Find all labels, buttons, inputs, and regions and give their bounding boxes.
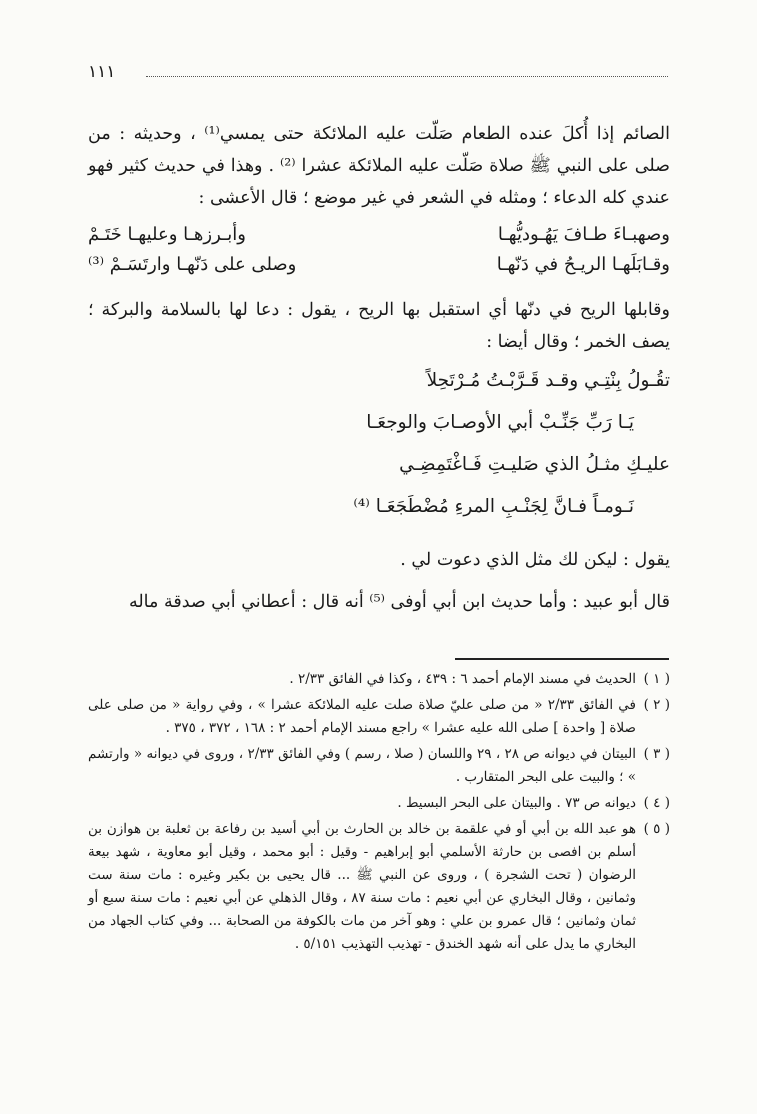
footnote-number: ( ٢ ) xyxy=(643,697,670,713)
verse-1 xyxy=(88,220,670,250)
poem-2-line-1: تقُـولُ بِنْتِـي وقـد قَـرَّبْـتُ مُـرْتَحِلاً xyxy=(426,370,670,391)
footnote-text: الحديث في مسند الإمام أحمد ٦ : ٤٣٩ ، وكذا في الفائق ٢/٣٣ . xyxy=(289,671,636,687)
verse-1-first-hemistich: وصهبـاءَ طـافَ يَهُـوديُّهـا xyxy=(497,224,670,245)
main-text xyxy=(88,118,670,618)
footnote-number: ( ٤ ) xyxy=(643,795,670,811)
footnote-3 xyxy=(88,743,670,789)
poem-2 xyxy=(88,360,670,528)
footnote-number: ( ٣ ) xyxy=(643,746,670,762)
footnote-text: البيتان في ديوانه ص ٢٨ ، ٢٩ واللسان ( صلا ، رسم ) وفي الفائق ٢/٣٣ ، وروى في ديوانه « وارتشم » ؛ والبيت على البحر المتقارب . xyxy=(88,746,636,785)
poem-2-line-2: يَـا رَبِّ جَنِّـبْ أبي الأوصـابَ والوجعَـا xyxy=(366,412,634,433)
paragraph-3: يقول : ليكن لك مثل الذي دعوت لي . xyxy=(400,550,670,570)
paragraph-1: الصائم إذا أُكلَ عنده الطعام صَلّت عليه الملائكة حتى يمسي⁽¹⁾ ، وحديثه : من صلى على النبي ﷺ صلاة صَلّت عليه الملائكة عشرا ⁽²⁾ . وهذا في حديث كثير فهو عندي كله الدعاء ؛ ومثله في الشعر في غير موضع ؛ قال الأعشى : xyxy=(88,124,670,208)
footnote-4 xyxy=(88,792,670,815)
verse-2 xyxy=(88,250,670,280)
footnote-5 xyxy=(88,818,670,956)
footnote-separator xyxy=(455,658,669,660)
footnote-text: ديوانه ص ٧٣ . والبيتان على البحر البسيط . xyxy=(397,795,636,811)
poem-al-asha xyxy=(88,220,670,280)
footnote-text: هو عبد الله بن أبي أو في علقمة بن خالد بن الحارث بن أبي أسيد بن رفاعة بن ثعلبة بن هوازن بن أسلم بن افصى بن حارثة الأسلمي أبو إبراهيم - وقيل : أبو محمد ، وقيل أبو معاوية ، شهد بيعة الرضوان ( تحت الشجرة ) ، وروى عن النبي ﷺ ... قال يحيى بن بكير وغيره : مات سنة ست وثمانين ، وقال البخاري عن أبي نعيم : مات سنة ٨٧ ، وقال الذهلي عن أبي نعيم : مات سنة سبع أو ثمان وثمانين ؛ قال عمرو بن علي : وهو آخر من مات بالكوفة من الصحابة ... وفي كتاب الجهاد من البخاري ما يدل على أنه شهد الخندق - تهذيب التهذيب ٥/١٥١ . xyxy=(88,821,637,952)
footnote-number: ( ١ ) xyxy=(643,671,670,687)
footnote-2 xyxy=(88,694,670,740)
verse-2-second-hemistich: وصلى على دَنّهـا وارتَسَـمْ ⁽³⁾ xyxy=(88,254,297,275)
header-dotted-rule xyxy=(146,76,668,77)
page-number: ١١١ xyxy=(88,62,116,82)
paragraph-4: قال أبو عبيد : وأما حديث ابن أبي أوفى ⁽⁵⁾ أنه قال : أعطاني أبي صدقة ماله xyxy=(128,592,670,612)
poem-2-line-3: عليـكِ مثـلُ الذي صَليـتِ فَـاغْتَمِضِـي xyxy=(399,454,670,475)
verse-1-second-hemistich: وأبـرزهـا وعليهـا خَتَـمْ xyxy=(88,224,246,245)
footnote-1 xyxy=(88,668,670,691)
paragraph-2: وقابلها الريح في دنّها أي استقبل بها الريح ، يقول : دعا لها بالسلامة والبركة ؛ يصف الخمر ؛ وقال أيضا : xyxy=(88,300,670,352)
poem-2-line-4: نَـومـاً فـانَّ لِجَنْـبِ المرءِ مُضْطَجَعَـا ⁽⁴⁾ xyxy=(353,496,634,517)
page-header xyxy=(88,62,668,86)
footnote-text: في الفائق ٢/٣٣ « من صلى عليّ صلاة صلت عليه الملائكة عشرا » ، وفي رواية « من صلى على صلاة [ واحدة ] صلى الله عليه عشرا » راجع مسند الإمام أحمد ٢ : ١٦٨ ، ٣٧٢ ، ٣٧٥ . xyxy=(88,697,636,736)
footnotes xyxy=(88,668,670,959)
verse-2-first-hemistich: وقـابَلَهـا الريـحُ في دَنّهـا xyxy=(496,254,670,275)
footnote-number: ( ٥ ) xyxy=(643,821,670,837)
